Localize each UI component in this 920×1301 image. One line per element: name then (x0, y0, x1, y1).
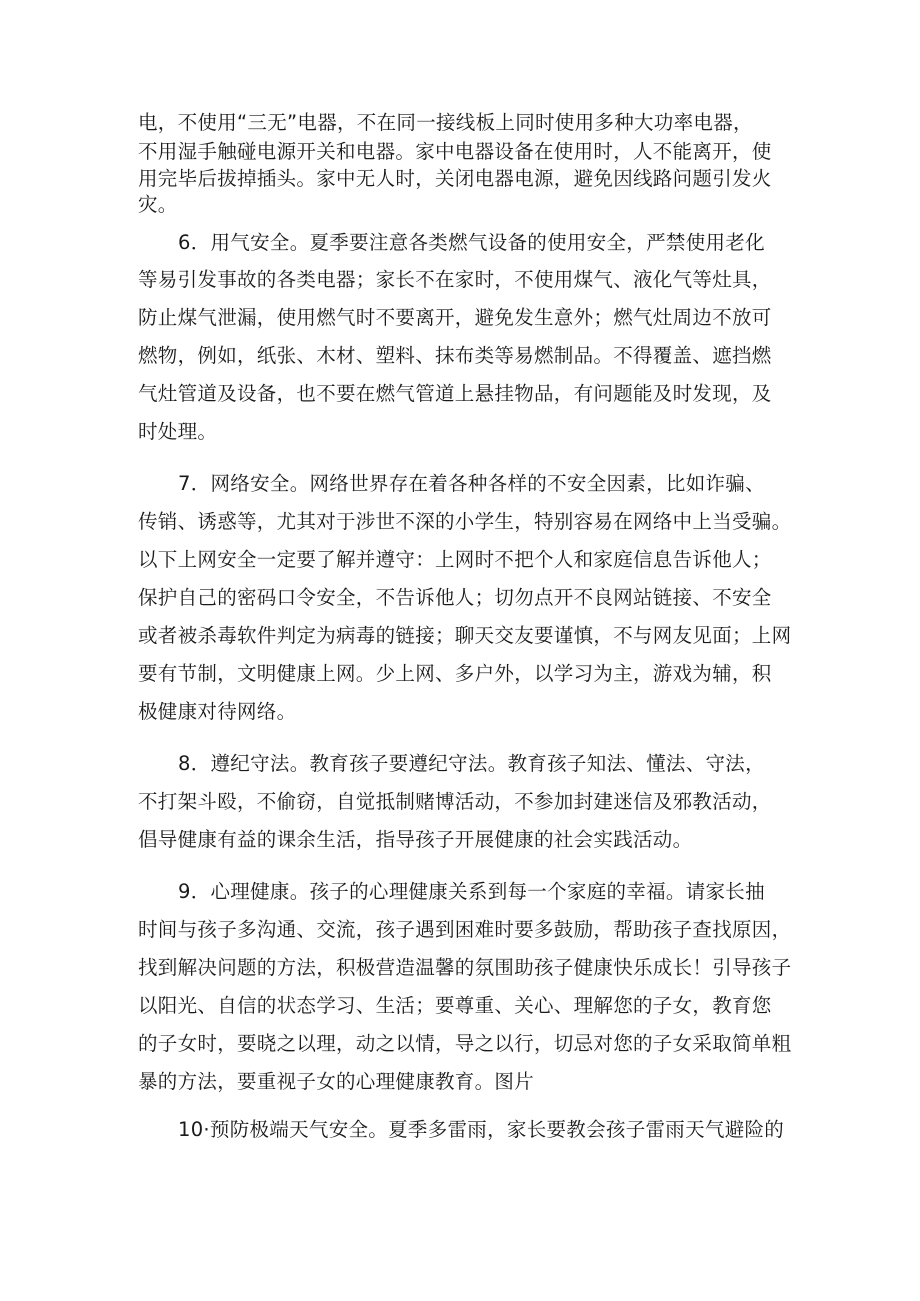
text-line: 不打架斗殴，不偷窃，自觉抵制赌博活动，不参加封建迷信及邪教活动， (138, 790, 772, 813)
text-line: 等易引发事故的各类电器；家长不在家时，不使用煤气、液化气等灶具， (138, 268, 772, 291)
text-line: 找到解决问题的方法，积极营造温馨的氛围助孩子健康快乐成长！引导孩子 (138, 956, 792, 979)
paragraph-6-start: 6．用气安全。夏季要注意各类燃气设备的使用安全，严禁使用老化 (178, 231, 765, 254)
text-line: 灾。 (138, 193, 178, 216)
text-line: 不用湿手触碰电源开关和电器。家中电器设备在使用时，人不能离开，使 (138, 140, 772, 163)
text-line: 气灶管道及设备，也不要在燃气管道上悬挂物品，有问题能及时发现，及 (138, 382, 772, 405)
text-line: 保护自己的密码口令安全，不告诉他人；切勿点开不良网站链接、不安全 (138, 586, 772, 609)
paragraph-9-start: 9．心理健康。孩子的心理健康关系到每一个家庭的幸福。请家长抽 (178, 880, 765, 903)
text-line: 传销、诱惑等，尤其对于涉世不深的小学生，特别容易在网络中上当受骗。 (138, 510, 792, 533)
text-line: 燃物，例如，纸张、木材、塑料、抹布类等易燃制品。不得覆盖、遮挡燃 (138, 344, 772, 367)
paragraph-8-start: 8．遵纪守法。教育孩子要遵纪守法。教育孩子知法、懂法、守法， (178, 752, 765, 775)
text-line: 倡导健康有益的课余生活，指导孩子开展健康的社会实践活动。 (138, 828, 693, 851)
text-line: 的子女时，要晓之以理，动之以情，导之以行，切忌对您的子女采取简单粗 (138, 1032, 792, 1055)
text-line: 用完毕后拔掉插头。家中无人时，关闭电器电源，避免因线路问题引发火 (138, 167, 772, 190)
paragraph-10-start: 10·预防极端天气安全。夏季多雷雨，家长要教会孩子雷雨天气避险的 (178, 1118, 785, 1141)
text-line: 极健康对待网络。 (138, 700, 297, 723)
text-line: 时间与孩子多沟通、交流，孩子遇到困难时要多鼓励，帮助孩子查找原因， (138, 918, 792, 941)
text-line: 以下上网安全一定要了解并遵守：上网时不把个人和家庭信息告诉他人； (138, 548, 772, 571)
text-line: 电，不使用“三无”电器，不在同一接线板上同时使用多种大功率电器， (138, 111, 753, 134)
text-line: 防止煤气泄漏，使用燃气时不要离开，避免发生意外；燃气灶周边不放可 (138, 306, 772, 329)
text-line: 时处理。 (138, 420, 218, 443)
text-line: 或者被杀毒软件判定为病毒的链接；聊天交友要谨慎，不与网友见面；上网 (138, 624, 792, 647)
text-line: 以阳光、自信的状态学习、生活；要尊重、关心、理解您的子女，教育您 (138, 994, 772, 1017)
paragraph-7-start: 7．网络安全。网络世界存在着各种各样的不安全因素，比如诈骗、 (178, 472, 765, 495)
text-line: 暴的方法，要重视子女的心理健康教育。图片 (138, 1070, 535, 1093)
text-line: 要有节制，文明健康上网。少上网、多户外，以学习为主，游戏为辅，积 (138, 662, 772, 685)
